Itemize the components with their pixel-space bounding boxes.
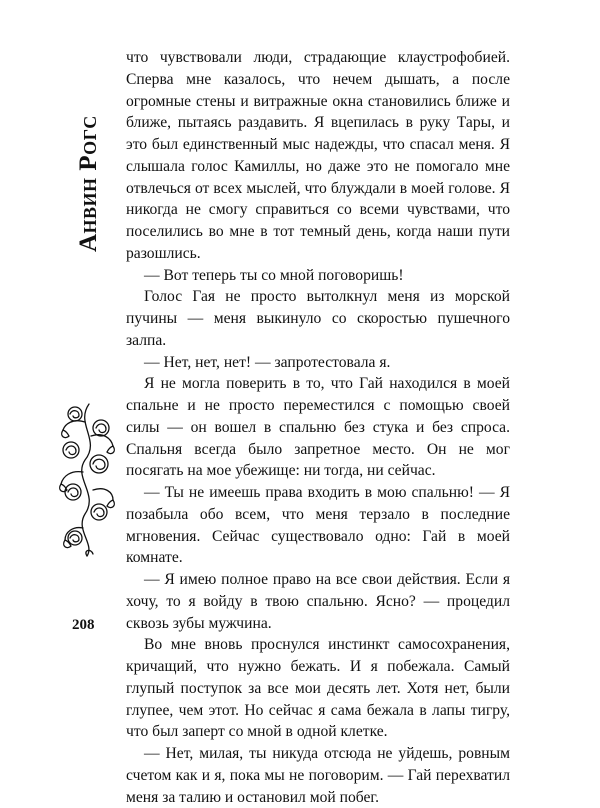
paragraph: Голос Гая не просто вытолкнул меня из морской пучины — меня выкинуло со скоростью пушечного залпа.	[126, 288, 510, 349]
page-number: 208	[72, 617, 95, 633]
rose-vine-icon	[55, 400, 119, 558]
paragraph: что чувствовали люди, страдающие клаустрофобией. Сперва мне казалось, что нечем дышать, а после огромные стены и витражные окна становились ближе и ближе, пытаясь раздавить. Я вцепилась в руку Тары, и это был единственный мыс надежды, что спасал меня. Я слышала голос Камиллы, но даже это не помогало мне отвлечься от всех мыслей, что блуждали в моей голове. Я никогда не смогу справиться со всеми чувствами, что поселились во мне в тот темный день, когда наши пути разошлись.	[126, 49, 510, 262]
author-name: Анвин Рогс	[75, 115, 102, 252]
paragraph: — Ты не имеешь права входить в мою спальню! — Я позабыла обо всем, что меня терзало в последние мгновения. Сейчас существовало одно: Гай в моей комнате.	[126, 484, 510, 567]
paragraph: Во мне вновь проснулся инстинкт самосохранения, кричащий, что нужно бежать. И я побежала. Самый глупый поступок за все мои десять лет. Хотя нет, были глупее, чем этот. Но сейчас я сама бежала в лапы тигру, что был заперт со мной в одной клетке.	[126, 636, 510, 741]
body-text	[126, 47, 510, 808]
running-head	[71, 42, 107, 252]
paragraph: — Нет, нет, нет! — запротестовала я.	[144, 353, 391, 371]
paragraph: — Я имею полное право на все свои действия. Если я хочу, то я войду в твою спальню. Ясно? — процедил сквозь зубы мужчина.	[126, 571, 510, 632]
paragraph: — Нет, милая, ты никуда отсюда не уйдешь, ровным счетом как и я, пока мы не поговорим. — Гай перехватил меня за талию и остановил мой побег.	[126, 745, 510, 806]
paragraph: Я не могла поверить в то, что Гай находился в моей спальне и не просто переместился с помощью своей силы — он вошел в спальню без стука и без спроса. Спальня всегда было запретное место. Он не мог посягать на мое убежище: ни тогда, ни сейчас.	[126, 375, 510, 480]
paragraph: — Вот теперь ты со мной поговоришь!	[144, 266, 404, 284]
